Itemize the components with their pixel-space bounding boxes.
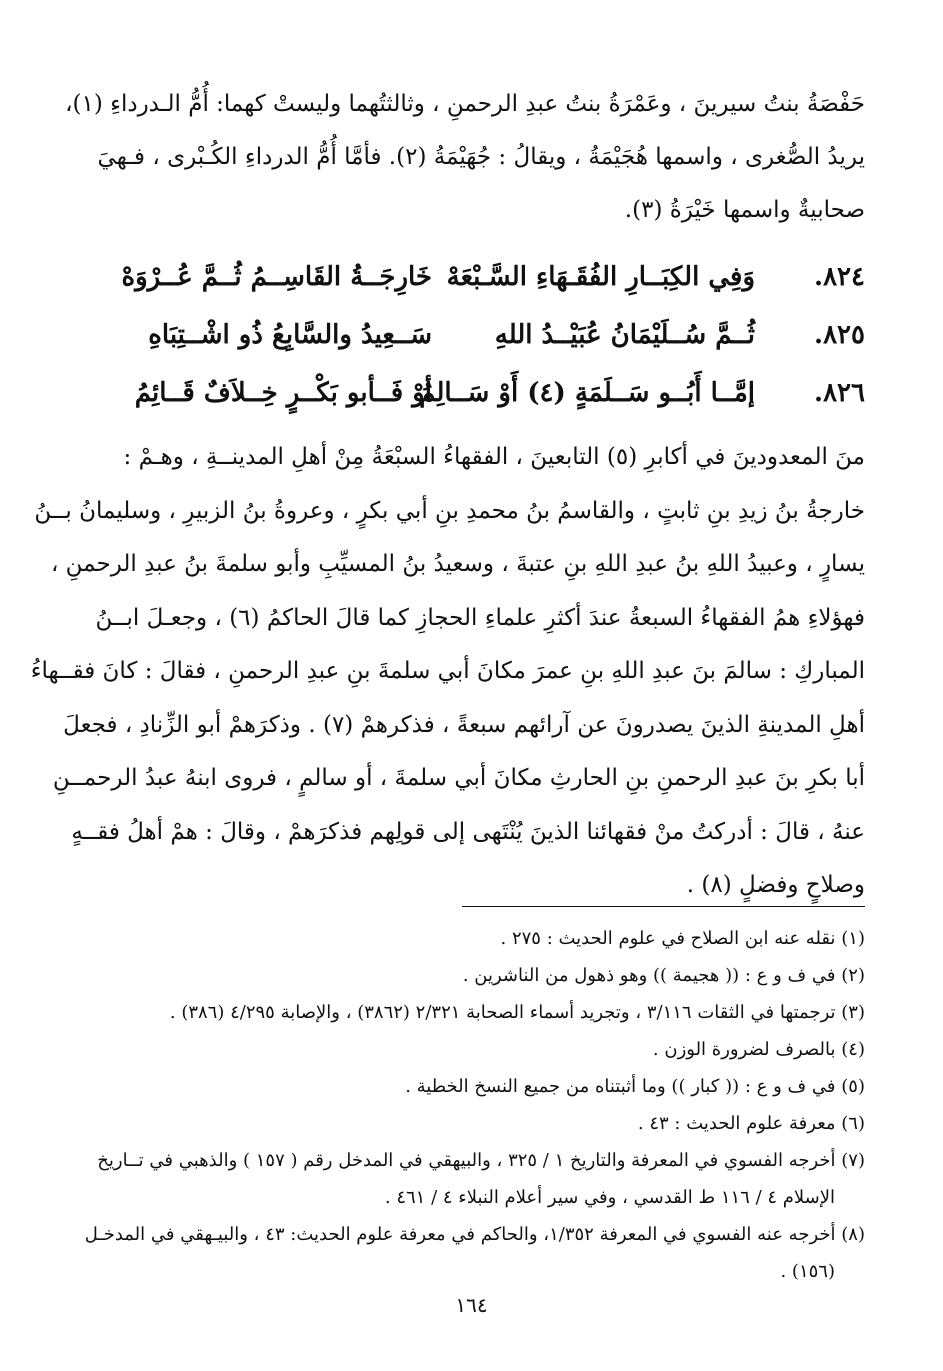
verse-first-hemistich: إمَّــا أَبُــو سَــلَمَةٍ (٤) أَوْ سَــالِمُ	[419, 378, 755, 408]
text-line: أهلِ المدينةِ الذينَ يصدرونَ عن آرائهم سبعةً ، فذكرهمْ (٧) . وذكرَهمْ أبو الزِّنادِ ، فجعلَ	[63, 711, 865, 738]
footnote	[98, 1142, 865, 1179]
footnote-number: (٤)	[841, 1039, 865, 1060]
footnote-text: ترجمتها في الثقات ٣/١١٦ ، وتجريد أسماء الصحابة ٢/٣٢١ (٣٨٦٢) ، والإصابة ٤/٢٩٥ (٣٨٦) .	[169, 1002, 836, 1023]
verse-first-hemistich: ثُــمَّ سُــلَيْمَانُ عُبَيْــدُ اللهِ	[494, 320, 755, 350]
footnote-number: (٢)	[841, 965, 865, 986]
text-line: المباركِ : سالمَ بنَ عبدِ اللهِ بنِ عمرَ مكانَ أبي سلمةَ بنِ عبدِ الرحمنِ ، فقالَ : كانَ فقــهاءُ	[30, 658, 865, 684]
text-line: خارجةُ بنُ زيدِ بنِ ثابتٍ ، والقاسمُ بنُ محمدِ بنِ أبي بكرٍ ، وعروةُ بنُ الزبيرِ ، وسليمانُ بــنُ	[34, 497, 865, 524]
footnote-continuation: (١٥٦) .	[780, 1261, 835, 1282]
footnote-number: (٨)	[841, 1224, 865, 1245]
footnote-number: (٥)	[841, 1076, 865, 1097]
footnote-text: في ف و ع : (( هجيمة )) وهو ذهول من الناشرين .	[462, 965, 836, 986]
text-line: يسارٍ ، وعبيدُ اللهِ بنُ عبدِ اللهِ بنِ عتبةَ ، وسعيدُ بنُ المسيِّبِ وأبو سلمةَ بنُ عبدِ الرحمنِ ،	[50, 551, 865, 577]
footnote-separator	[462, 906, 865, 907]
text-line: حَفْصَةُ بنتُ سيرينَ ، وعَمْرَةُ بنتُ عبدِ الرحمنِ ، وثالثتُهما وليستْ كهما: أُمُّ الـدرداءِ (١)،	[65, 91, 865, 117]
footnote	[98, 1105, 865, 1142]
text-line: يريدُ الصُّغرى ، واسمها هُجَيْمَةُ ، ويقالُ : جُهَيْمَةُ (٢). فأمَّا أُمُّ الدرداءِ الكُـبْرى ، فـهيَ	[97, 144, 865, 170]
footnote	[98, 994, 865, 1031]
text-line: أبا بكرِ بنَ عبدِ الرحمنِ بنِ الحارثِ مكانَ أبي سلمةَ ، أو سالمٍ ، فروى ابنهُ عبدُ الرحمــنِ	[52, 765, 865, 791]
footnote	[98, 920, 865, 957]
verse-number: ٨٢٤.	[814, 262, 865, 292]
footnote-number: (١)	[841, 928, 865, 949]
footnote-continuation: الإسلام ٤ / ١١٦ ط القدسي ، وفي سير أعلام النبلاء ٤ / ٤٦١ .	[384, 1187, 835, 1208]
verse-824	[102, 262, 865, 320]
footnote	[98, 1031, 865, 1068]
text-line: منَ المعدودينَ في أكابرِ (٥) التابعينَ ، الفقهاءُ السبْعَةُ مِنْ أهلِ المدينــةِ ، وهـمْ :	[123, 444, 865, 470]
footnote-number: (٧)	[841, 1150, 865, 1171]
footnote-text: في ف و ع : (( كبار )) وما أثبتناه من جميع النسخ الخطية .	[405, 1076, 836, 1097]
footnote	[98, 957, 865, 994]
page-number: ١٦٤	[455, 1293, 488, 1317]
footnote-number: (٦)	[841, 1113, 865, 1134]
commentary-paragraph	[30, 431, 865, 913]
verse-number: ٨٢٦.	[814, 378, 865, 408]
text-line: وصلاحٍ وفضلٍ (٨) .	[686, 872, 865, 898]
verse-number: ٨٢٥.	[814, 320, 865, 350]
verse-block	[102, 262, 865, 436]
footnote-text: بالصرف لضرورة الوزن .	[652, 1039, 836, 1060]
verse-first-hemistich: وَفِي الكِبَــارِ الفُقَـهَاءِ السَّـبْعَهْ	[446, 262, 755, 292]
footnote-text: نقله عنه ابن الصلاح في علوم الحديث : ٢٧٥ .	[500, 928, 836, 949]
footnote-text: أخرجه الفسوي في المعرفة والتاريخ ١ / ٣٢٥ ، والبيهقي في المدخل رقم ( ١٥٧ ) والذهبي في تــاريخ	[97, 1150, 836, 1171]
footnote-text: معرفة علوم الحديث : ٤٣ .	[637, 1113, 836, 1134]
footnote-number: (٣)	[841, 1002, 865, 1023]
verse-826	[102, 378, 865, 436]
text-line: فهؤلاءِ همُ الفقهاءُ السبعةُ عندَ أكثرِ علماءِ الحجازِ كما قالَ الحاكمُ (٦) ، وجعـلَ ابــنُ	[95, 604, 865, 631]
text-line: صحابيةٌ واسمها خَيْرَةُ (٣).	[624, 197, 865, 223]
verse-825	[102, 320, 865, 378]
footnote-text: أخرجه عنه الفسوي في المعرفة ١/٣٥٢، والحاكم في معرفة علوم الحديث: ٤٣ ، والبيـهقي في المدخـل	[84, 1224, 836, 1245]
footnote	[98, 1068, 865, 1105]
footnote	[84, 1216, 865, 1253]
footnotes	[84, 920, 865, 1290]
verse-second-hemistich: سَــعِيدُ والسَّابِعُ ذُو اشْــتِبَاهِ	[148, 320, 432, 350]
text-line: عنهُ ، قالَ : أدركتُ منْ فقهائنا الذينَ يُنْتَهى إلى قولِهم فذكرَهمْ ، وقالَ : همْ أهلُ فقــهٍ	[71, 818, 865, 845]
verse-second-hemistich: خَارِجَــةُ القَاسِــمُ ثُــمَّ عُــرْوَهْ	[121, 262, 432, 292]
intro-paragraph	[65, 78, 865, 237]
verse-second-hemistich: أوْ فَــأبو بَكْــرٍ خِــلاَفٌ قَــائِمُ	[134, 378, 432, 408]
